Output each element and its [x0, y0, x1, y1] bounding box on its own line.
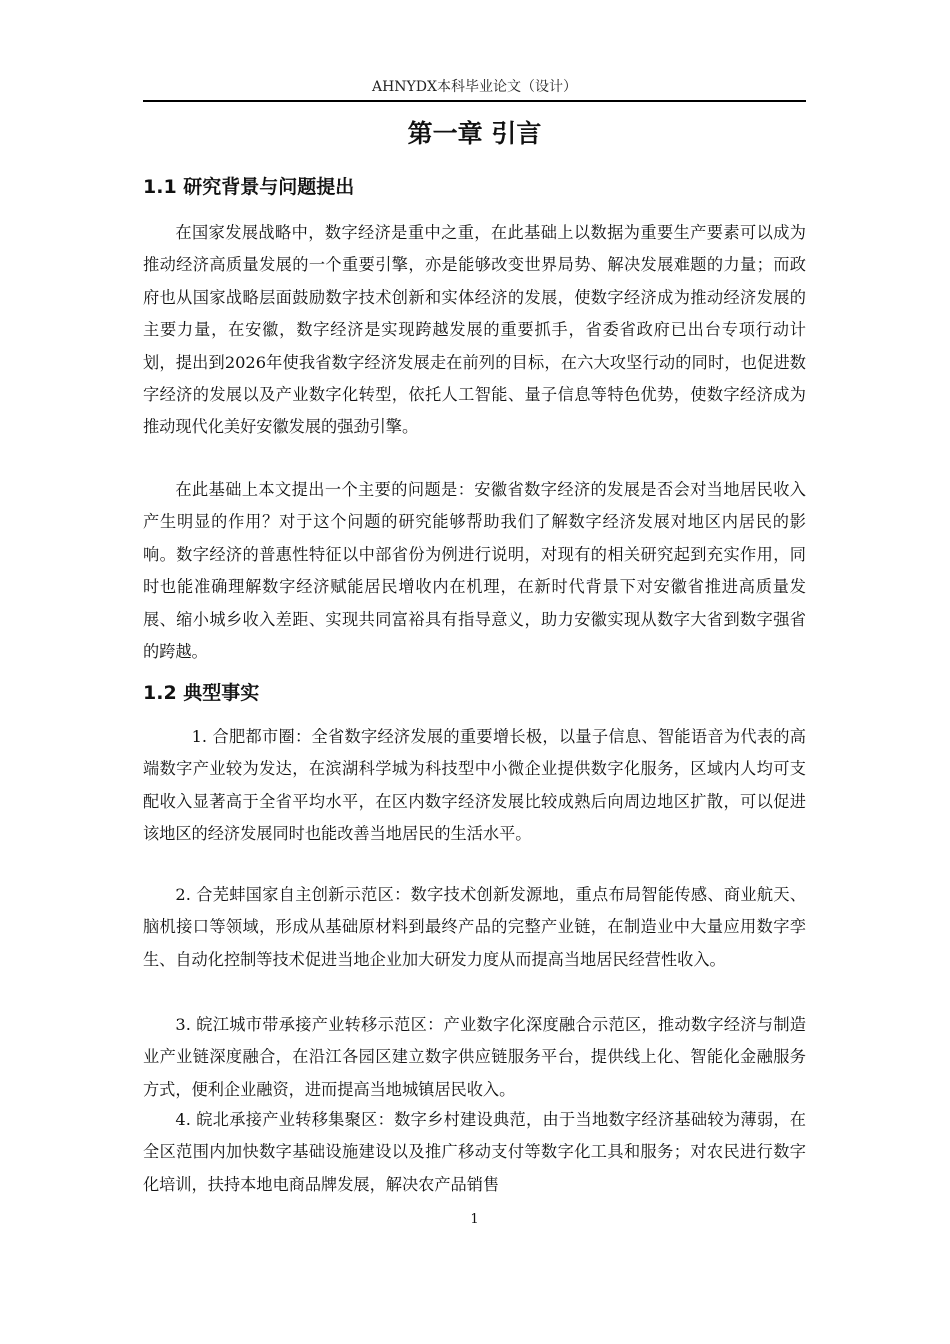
section-heading-1-1: 1.1 研究背景与问题提出 [143, 176, 355, 198]
page-number: 1 [470, 1212, 479, 1227]
chapter-title: 第一章 引言 [407, 119, 542, 148]
paragraph-fact-2: 2. 合芜蚌国家自主创新示范区：数字技术创新发源地，重点布局智能传感、商业航天、脑机接口等领域，形成从基础原材料到最终产品的完整产业链，在制造业中大量应用数字孪生、自动化控制等技术促进当地企业加大研发力度从而提高当地居民经营性收入。 [143, 885, 806, 969]
paragraph-fact-1: 1. 合肥都市圈：全省数字经济发展的重要增长极，以量子信息、智能语音为代表的高端数字产业较为发达，在滨湖科学城为科技型中小微企业提供数字化服务，区域内人均可支配收入显著高于全省平均水平，在区内数字经济发展比较成熟后向周边地区扩散，可以促进该地区的经济发展同时也能改善当地居民的生活水平。 [143, 727, 806, 844]
paragraph-background: 在国家发展战略中，数字经济是重中之重，在此基础上以数据为重要生产要素可以成为推动经济高质量发展的一个重要引擎，亦是能够改变世界局势、解决发展难题的力量；而政府也从国家战略层面鼓励数字技术创新和实体经济的发展，使数字经济成为推动经济发展的主要力量，在安徽，数字经济是实现跨越发展的重要抓手，省委省政府已出台专项行动计划，提出到2026年使我省数字经济发展走在前列的目标，在六大攻坚行动的同时，也促进数字经济的发展以及产业数字化转型，依托人工智能、量子信息等特色优势，使数字经济成为推动现代化美好安徽发展的强劲引擎。 [143, 223, 806, 437]
running-header: AHNYDX本科毕业论文（设计） [371, 79, 577, 95]
header-rule [143, 100, 806, 102]
paragraph-research-question: 在此基础上本文提出一个主要的问题是：安徽省数字经济的发展是否会对当地居民收入产生明显的作用？对于这个问题的研究能够帮助我们了解数字经济发展对地区内居民的影响。数字经济的普惠性特征以中部省份为例进行说明，对现有的相关研究起到充实作用，同时也能准确理解数字经济赋能居民增收内在机理，在新时代背景下对安徽省推进高质量发展、缩小城乡收入差距、实现共同富裕具有指导意义，助力安徽实现从数字大省到数字强省的跨越。 [143, 480, 806, 662]
paragraph-fact-4: 4. 皖北承接产业转移集聚区：数字乡村建设典范，由于当地数字经济基础较为薄弱，在全区范围内加快数字基础设施建设以及推广移动支付等数字化工具和服务；对农民进行数字化培训，扶持本地电商品牌发展，解决农产品销售 [143, 1110, 806, 1194]
paragraph-fact-3: 3. 皖江城市带承接产业转移示范区：产业数字化深度融合示范区，推动数字经济与制造业产业链深度融合，在沿江各园区建立数字供应链服务平台，提供线上化、智能化金融服务方式，便利企业融资，进而提高当地城镇居民收入。 [143, 1015, 806, 1099]
section-heading-1-2: 1.2 典型事实 [143, 682, 260, 704]
